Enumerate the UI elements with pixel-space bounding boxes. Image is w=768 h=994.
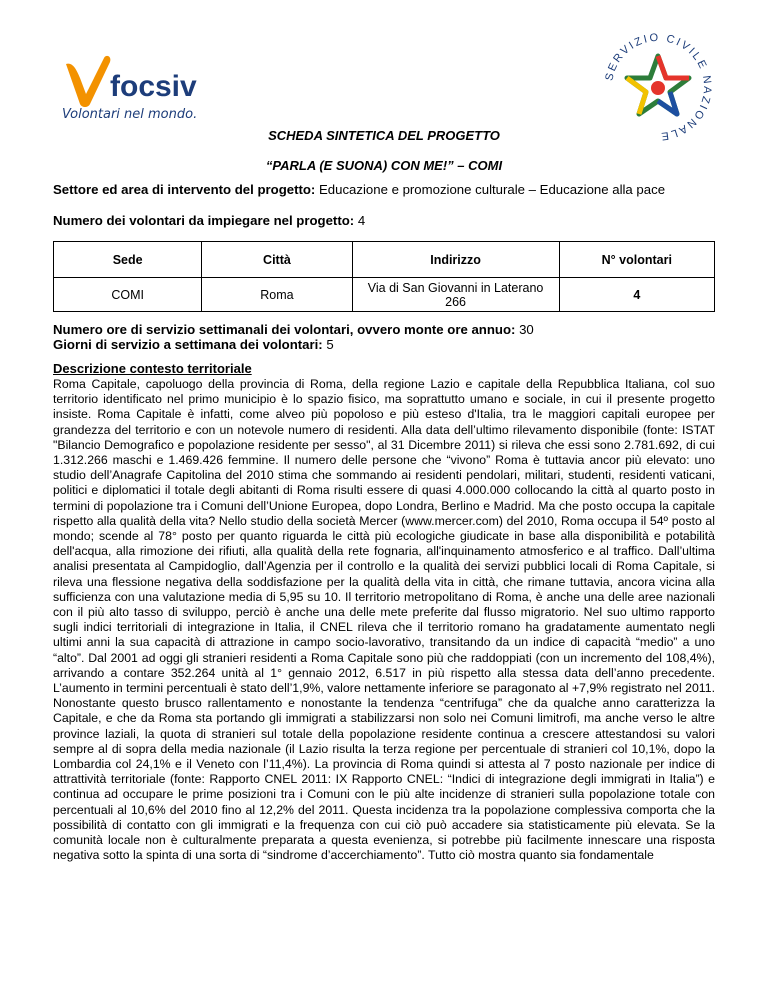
table-header-row bbox=[54, 242, 715, 278]
volontari-field bbox=[53, 213, 715, 228]
cell-sede: COMI bbox=[54, 278, 202, 312]
cell-citta: Roma bbox=[202, 278, 352, 312]
volontari-label: Numero dei volontari da impiegare nel progetto: bbox=[53, 213, 355, 228]
servizio-civile-ring-text: SERVIZIO CIVILE NAZIONALE bbox=[603, 31, 714, 143]
section-heading: Descrizione contesto territoriale bbox=[53, 361, 252, 376]
cell-indirizzo: Via di San Giovanni in Laterano 266 bbox=[352, 278, 559, 312]
giorni-value: 5 bbox=[322, 337, 334, 352]
ore-field bbox=[53, 322, 715, 337]
section-body: Roma Capitale, capoluogo della provincia di Roma, della regione Lazio e capitale della Repubblica Italiana, col suo territorio identificato nel primo municipio è lo spazio fisico, ma soprattutto umano e sociale, in cui il presente progetto insiste. Roma Capitale è infatti, come alveo più popoloso e più esteso d'Italia, tra le maggiori capitali europee per grandezza del territorio e con un notevole numero di residenti. Alla data dell’ultimo rilevamento disponibile (fonte: ISTAT "Bilancio Demografico e popolazione residente per sesso", al 31 Dicembre 2011) si rileva che essi sono 2.781.692, di cui 1.312.266 maschi e 1.469.426 femmine. Il numero delle persone che “vivono” Roma è tuttavia ancor più elevato: uno studio dell’Anagrafe Capitolina del 2010 stima che sommando ai residenti pendolari, militari, studenti, residenti vaticani, politici e diplomatici il totale degli abitanti di Roma risulti essere di quasi 4.000.000 collocando la città al quarto posto in termini di popolazione tra i Comuni dell’Unione Europea, dopo Londra, Berlino e Madrid. Ma che posto occupa la capitale rispetto alla qualità della vita? Nello studio della società Mercer (www.mercer.com) del 2010, Roma occupa il 54º posto al mondo; scende al 78° posto per quanto riguarda le città più ecologiche giudicate in base alla disponibilità e potabilità dell'acqua, alla rimozione dei rifiuti, alla qualità della rete fognaria, all'inquinamento atmosferico e al traffico. Dall’ultima analisi presentata al Campidoglio, dall’Agenzia per il controllo e la qualità dei servizi pubblici locali di Roma Capitale, si rileva una flessione negativa della soddisfazione per la qualità della vita in città, che rimane tuttavia, ancora vicina alla sufficienza con una valutazione media di 5,95 su 10. Il territorio metropolitano di Roma, è anche una delle aree nazionali con il più alto tasso di sviluppo, perciò è anche una delle mete preferite dal flusso migratorio. Nel suo ultimo rapporto sugli indici territoriali di integrazione in Italia, il CNEL rileva che il territorio romano ha gradatamente aumentato negli ultimi anni la sua capacità di attrazione in campo socio-lavorativo, transitando da un indice di capacità “medio” a uno “alto”. Dal 2001 ad oggi gli stranieri residenti a Roma Capitale sono più che raddoppiati (con un incremento del 108,4%), arrivando a contare 352.264 unità al 1° gennaio 2012, 6.517 in più rispetto alla stessa data dell’anno precedente. L’aumento in termini percentuali è stato dell’1,9%, valore nettamente inferiore se paragonato al +7,9% registrato nel 2011. Nonostante questo brusco rallentamento e nonostante la tendenza “centrifuga” che da qualche anno caratterizza la Capitale, e che da Roma sta portando gli immigrati a stabilizzarsi non solo nei Comuni limitrofi, ma anche verso le altre province laziali, la quota di stranieri sul totale della popolazione residente continua a crescere attestandosi su valori sempre al di sopra della media nazionale (il Lazio risulta la terza regione per percentuale di stranieri col 10,1%, dopo la Lombardia col 24,1% e il Veneto con l’11,4%). La provincia di Roma quindi si attesta al 7 posto nazionale per indice di attrattività territoriale (fonte: Rapporto CNEL 2011: IX Rapporto CNEL: “Indici di integrazione degli immigrati in Italia”) e continua ad occupare le prime posizioni tra i Comuni con le più alte incidenze di stranieri sulla popolazione totale con percentuali al 10,6% del 2010 fino al 12,2% del 2011. Questa incidenza tra la popolazione complessiva comporta che la possibilità di contatto con gli immigrati e la frequenza con cui ciò può accadere sia statisticamente più elevata. Se la comunità locale non è culturalmente preparata a questa evenienza, si potrebbe più facilmente innescare una risposta negativa sotto la spinta di una sorta di “sindrome d’accerchiamento”. Tutto ciò mostra quanto sia fondamentale bbox=[53, 377, 715, 863]
table-row bbox=[54, 278, 715, 312]
giorni-label: Giorni di servizio a settimana dei volontari: bbox=[53, 337, 323, 352]
settore-field bbox=[53, 182, 715, 197]
volontari-value: 4 bbox=[354, 213, 366, 228]
ore-label: Numero ore di servizio settimanali dei volontari, ovvero monte ore annuo: bbox=[53, 322, 516, 337]
giorni-field bbox=[53, 337, 715, 352]
document-title: SCHEDA SINTETICA DEL PROGETTO bbox=[268, 128, 500, 143]
focsiv-wordmark: focsiv bbox=[110, 70, 197, 103]
header-n-volontari: N° volontari bbox=[559, 242, 714, 278]
focsiv-tagline: Volontari nel mondo. bbox=[62, 107, 198, 122]
ore-value: 30 bbox=[515, 322, 534, 337]
focsiv-logo-icon bbox=[60, 50, 220, 122]
header-citta: Città bbox=[202, 242, 352, 278]
header-sede: Sede bbox=[54, 242, 202, 278]
project-title: “PARLA (E SUONA) CON ME!” – COMI bbox=[265, 158, 503, 173]
cell-n-volontari: 4 bbox=[559, 278, 714, 312]
header-indirizzo: Indirizzo bbox=[352, 242, 559, 278]
settore-value: Educazione e promozione culturale – Educazione alla pace bbox=[315, 182, 666, 197]
settore-label: Settore ed area di intervento del progetto: bbox=[53, 182, 316, 197]
focsiv-logo bbox=[60, 50, 220, 122]
sedi-table bbox=[53, 241, 715, 312]
